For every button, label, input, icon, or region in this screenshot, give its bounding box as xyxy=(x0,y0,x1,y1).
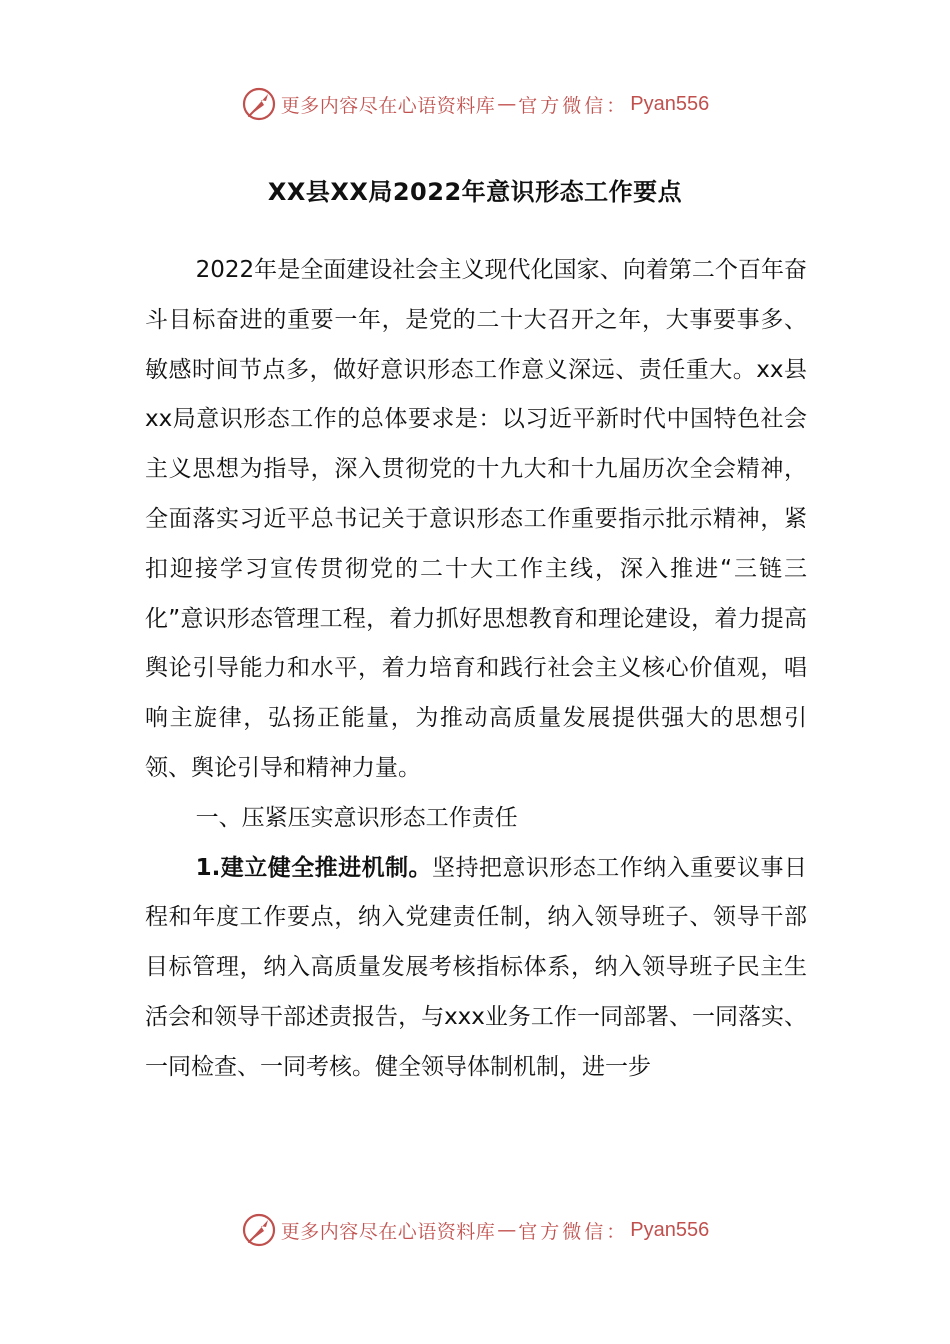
banner-wechat-id: Pyan556 xyxy=(630,1218,710,1241)
header-watermark-banner xyxy=(0,82,950,126)
banner-wechat-label: 官方微信： xyxy=(518,94,629,117)
banner-text: 更多内容尽在心语资料库 xyxy=(280,1220,496,1243)
banner-dash: — xyxy=(497,93,517,115)
document-title: XX县XX局2022年意识形态工作要点 xyxy=(267,178,683,206)
quill-logo-icon xyxy=(241,86,277,122)
banner-dash: — xyxy=(497,1219,517,1241)
quill-logo-icon xyxy=(241,1212,277,1248)
footer-watermark-banner xyxy=(0,1208,950,1252)
document-body xyxy=(145,246,807,1093)
banner-wechat-id: Pyan556 xyxy=(630,92,710,115)
banner-wechat-label: 官方微信： xyxy=(518,1220,629,1243)
banner-text: 更多内容尽在心语资料库 xyxy=(280,94,496,117)
intro-paragraph: 2022年是全面建设社会主义现代化国家、向着第二个百年奋斗目标奋进的重要一年，是党的二十大召开之年，大事要事多、敏感时间节点多，做好意识形态工作意义深远、责任重大。xx县xx局意识形态工作的总体要求是：以习近平新时代中国特色社会主义思想为指导，深入贯彻党的十九大和十九届历次全会精神，全面落实习近平总书记关于意识形态工作重要指示批示精神，紧扣迎接学习宣传贯彻党的二十大工作主线，深入推进“三链三化”意识形态管理工程，着力抓好思想教育和理论建设，着力提高舆论引导能力和水平，着力培育和践行社会主义核心价值观，唱响主旋律，弘扬正能量，为推动高质量发展提供强大的思想引领、舆论引导和精神力量。 xyxy=(145,257,807,781)
item-paragraph xyxy=(145,844,807,1093)
section-heading: 一、压紧压实意识形态工作责任 xyxy=(195,804,518,831)
item-body: 坚持把意识形态工作纳入重要议事日程和年度工作要点，纳入党建责任制，纳入领导班子、领导干部目标管理，纳入高质量发展考核指标体系，纳入领导班子民主生活会和领导干部述责报告，与xxx业务工作一同部署、一同落实、一同检查、一同考核。健全领导体制机制，进一步 xyxy=(145,854,807,1080)
item-title: 1.建立健全推进机制。 xyxy=(195,854,432,881)
